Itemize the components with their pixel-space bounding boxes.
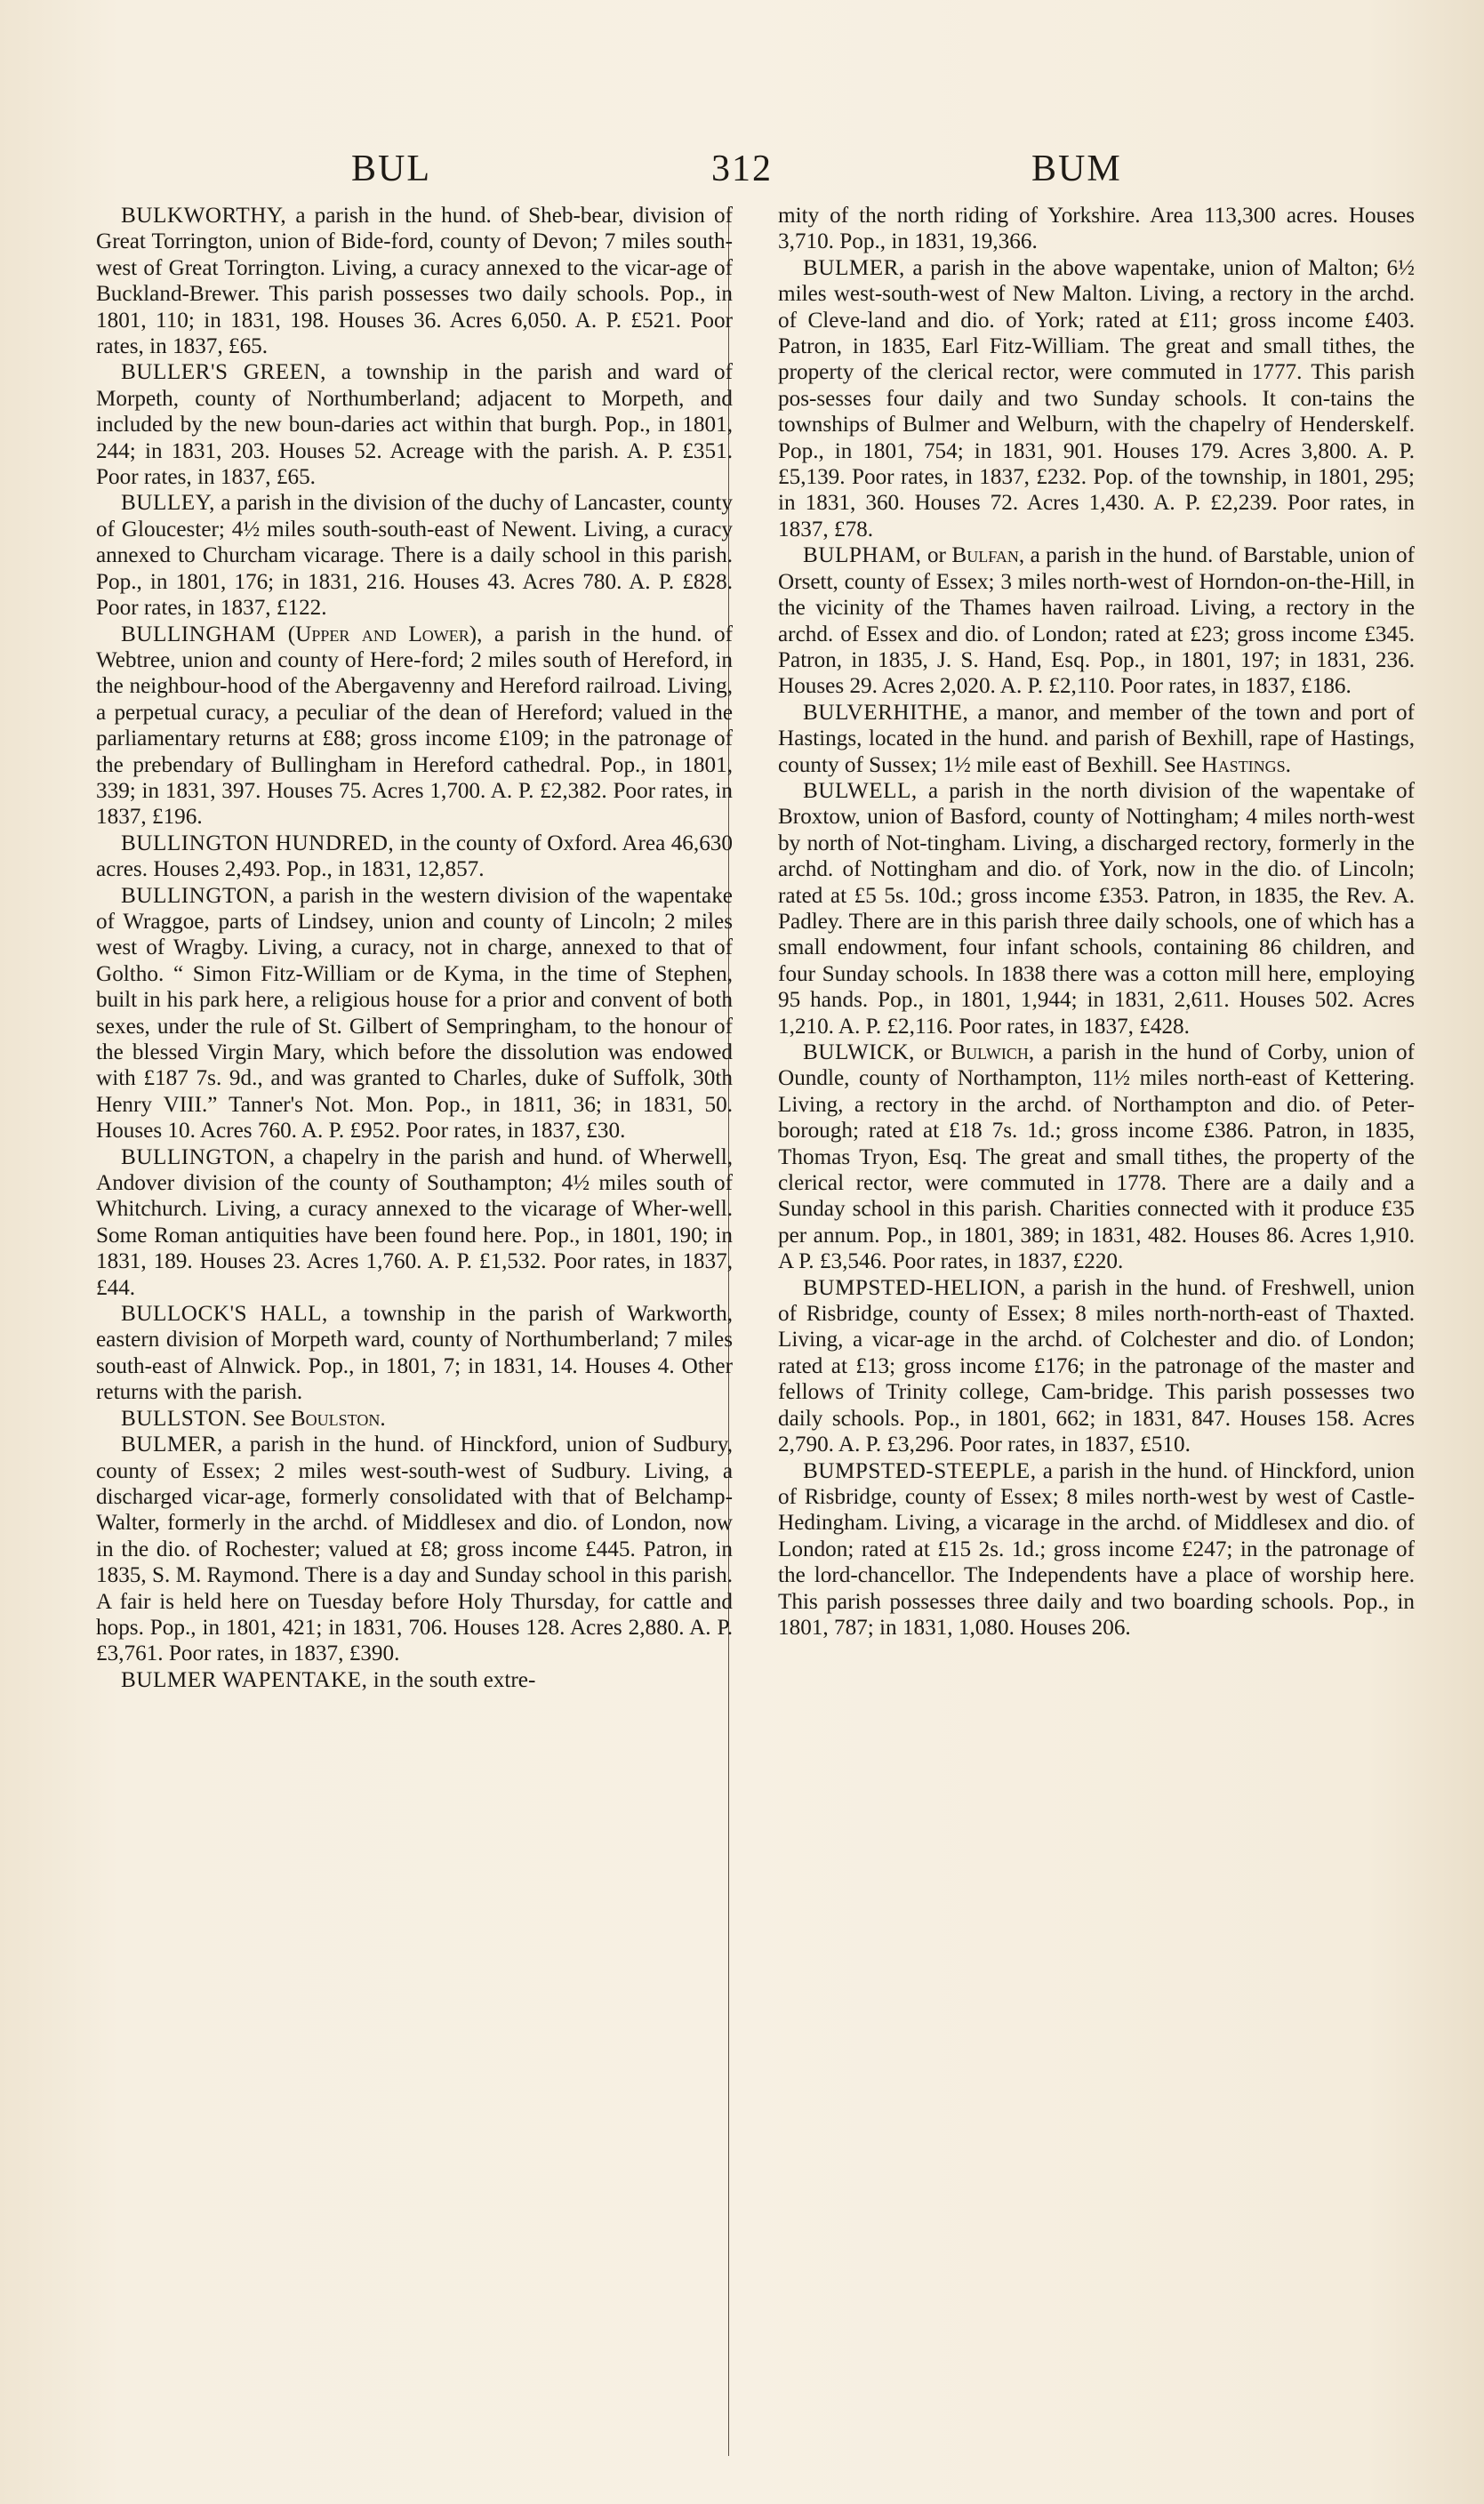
entry-headword: BULLOCK'S HALL, xyxy=(121,1302,328,1327)
gazetteer-entry xyxy=(778,1458,1415,1641)
gazetteer-entry xyxy=(778,1039,1415,1275)
entry-headword: BULMER WAPENTAKE, xyxy=(121,1667,368,1692)
entry-text: a chapelry in the parish and hund. of Wherwell, Andover division of the county of Southampton; 4½ miles south of Whitchurch. Living, a curacy annexed to the vicarage of Wher-well. Some Roman antiquities have been found here. Pop., in 1801, 190; in 1831, 189. Houses 23. Acres 1,760. A. P. £1,532. Poor rates, in 1837, £44. xyxy=(96,1144,733,1300)
entry-text: a parish in the hund of Corby, union of Oundle, county of Northampton, 11½ miles north-east of Kettering. Living, a rectory in the archd. of Northampton and dio. of Peter-borough; rated at £18 7s. 1d.; gross income £386. Patron, in 1835, Thomas Tryon, Esq. The great and small tithes, the property of the clerical rector, were commuted in 1778. There are a daily and a Sunday school in this parish. Charities connected with it produce £35 per annum. Pop., in 1801, 389; in 1831, 482. Houses 86. Acres 1,910. A P. £3,546. Poor rates, in 1837, £220. xyxy=(778,1040,1416,1274)
entry-headword: BULWICK, xyxy=(803,1040,915,1064)
entry-text: a manor, and member of the town and port of Hastings, located in the hund. and parish of Bexhill, rape of Hastings, county of Sussex; 1½ mile east of Bexhill. See xyxy=(778,700,1415,777)
page-number: 312 xyxy=(711,148,773,189)
entry-text: or xyxy=(921,543,952,568)
entry-text: in the south extre- xyxy=(367,1667,536,1692)
gazetteer-entry xyxy=(96,1406,733,1432)
entry-text: a parish in the above wapentake, union of Malton; 6½ miles west-south-west of New Malton. Living, a rectory in the archd. of Cleve-land and dio. of York; rated at £11; gross income £403. Patron, in 1835, Earl Fitz-William. The great and small tithes, the property of the clerical rector, were commuted in 1777. This parish pos-sesses four daily and two Sunday schools. It con-tains the townships of Bulmer and Welburn, with the chapelry of Henderskelf. Pop., in 1801, 754; in 1831, 901. Houses 179. Acres 3,800. A. P. £5,139. Poor rates, in 1837, £232. Pop. of the township, in 1801, 295; in 1831, 360. Houses 72. Acres 1,430. A. P. £2,239. Poor rates, in 1837, £78. xyxy=(778,255,1415,542)
entry-text: a parish in the hund. of Webtree, union and county of Here-ford; 2 miles south of Hereford, in the neighbour-hood of the Abergavenny and Hereford railroad. Living, a perpetual curacy, a peculiar of the dean of Hereford; valued in the parliamentary returns at £88; gross income £109; in the patronage of the prebendary of Bullingham in Hereford cathedral. Pop., in 1801, 339; in 1831, 397. Houses 75. Acres 1,700. A. P. £2,382. Poor rates, in 1837, £196. xyxy=(96,622,734,830)
left-column xyxy=(96,203,733,1693)
text-columns xyxy=(96,203,1416,2452)
entry-headword: BUMPSTED-STEEPLE, xyxy=(803,1458,1037,1483)
entry-text: a parish in the western division of the wapentake of Wraggoe, parts of Lindsey, union and county of Lincoln; 2 miles west of Wragby. Living, a curacy, not in charge, annexed to that of Goltho. “ Simon Fitz-William or de Kyma, in the time of Stephen, built in his park here, a religious house for a prior and convent of both sexes, under the rule of St. Gilbert of Sempringham, to the honour of the blessed Virgin Mary, which before the dissolution was endowed with £187 7s. 9d., and was granted to Charles, duke of Suffolk, 30th Henry VIII.” Tanner's Not. Mon. Pop., in 1811, 36; in 1831, 50. Houses 10. Acres 760. A. P. £952. Poor rates, in 1837, £30. xyxy=(96,883,733,1144)
entry-headword: BULLER'S GREEN, xyxy=(121,360,326,385)
entry-headword: BULWELL, xyxy=(803,778,918,803)
gazetteer-entry xyxy=(96,831,733,883)
gazetteer-entry xyxy=(778,255,1415,542)
gazetteer-entry xyxy=(96,203,733,359)
gazetteer-entry xyxy=(96,622,733,831)
header-left-catchword: BUL xyxy=(351,148,431,189)
header-right-catchword: BUM xyxy=(1031,148,1122,189)
entry-text: in the county of Oxford. Area 46,630 acres. Houses 2,493. Pop., in 1831, 12,857. xyxy=(96,831,733,882)
entry-text: or xyxy=(914,1040,951,1064)
entry-cross-reference: Bulwich, xyxy=(951,1040,1035,1064)
entry-text: a parish in the hund. of Hinckford, union of Risbridge, county of Essex; 8 miles north-west by west of Castle-Hedingham. Living, a vicarage in the archd. of Middlesex and dio. of London; rated at £15 2s. 1d.; gross income £247; in the patronage of the lord-chancellor. The Independents have a place of worship here. This parish possesses three daily and two boarding schools. Pop., in 1801, 787; in 1831, 1,080. Houses 206. xyxy=(778,1458,1415,1640)
entry-headword: BUMPSTED-HELION, xyxy=(803,1275,1026,1300)
entry-headword: BULLINGHAM xyxy=(121,622,277,646)
entry-qualifier: (Upper and Lower), xyxy=(287,622,483,646)
entry-cross-reference: Hastings. xyxy=(1201,752,1291,777)
entry-text: mity of the north riding of Yorkshire. Area 113,300 acres. Houses 3,710. Pop., in 1831, 19,366. xyxy=(778,204,1415,254)
entry-headword: BULLSTON. xyxy=(121,1406,247,1431)
entry-text: a parish in the hund. of Sheb-bear, division of Great Torrington, union of Bide-ford, county of Devon; 7 miles south-west of Great Torrington. Living, a curacy annexed to the vicar-age of Buckland-Brewer. This parish possesses two daily schools. Pop., in 1801, 110; in 1831, 198. Houses 36. Acres 6,050. A. P. £521. Poor rates, in 1837, £65. xyxy=(96,204,733,359)
entry-headword: BULMER, xyxy=(803,255,905,280)
gazetteer-entry xyxy=(96,1144,733,1301)
entry-text: a parish in the hund. of Freshwell, union of Risbridge, county of Essex; 8 miles north-north-east of Thaxted. Living, a vicar-age in the archd. of Colchester and dio. of London; rated at £13; gross income £176; in the patronage of the master and fellows of Trinity college, Cam-bridge. This parish possesses two daily schools. Pop., in 1801, 662; in 1831, 847. Houses 158. Acres 2,790. A. P. £3,296. Poor rates, in 1837, £510. xyxy=(778,1275,1415,1457)
gazetteer-entry xyxy=(96,1301,733,1406)
entry-text: a parish in the north division of the wapentake of Broxtow, union of Basford, county of Nottingham; 4 miles north-west by north of Not-tingham. Living, a discharged rectory, formerly in the archd. of Nottingham and dio. of York, now in the dio. of Lincoln; rated at £5 5s. 10d.; gross income £353. Patron, in 1835, the Rev. A. Padley. There are in this parish three daily schools, one of which has a small endowment, four infant schools, containing 86 children, and four Sunday schools. In 1838 there was a cotton mill here, employing 95 hands. Pop., in 1801, 1,944; in 1831, 2,611. Houses 502. Acres 1,210. A. P. £2,116. Poor rates, in 1837, £428. xyxy=(778,778,1415,1039)
gazetteer-entry xyxy=(96,1432,733,1667)
entry-headword: BULKWORTHY, xyxy=(121,204,287,228)
gazetteer-entry xyxy=(778,542,1415,699)
gazetteer-entry xyxy=(96,883,733,1144)
entry-text: a parish in the hund. of Barstable, union of Orsett, county of Essex; 3 miles north-west of Horndon-on-the-Hill, in the vicinity of the Thames haven railroad. Living, a rectory in the archd. of Essex and dio. of London; rated at £23; gross income £345. Patron, in 1835, J. S. Hand, Esq. Pop., in 1801, 197; in 1831, 236. Houses 29. Acres 2,020. A. P. £2,110. Poor rates, in 1837, £186. xyxy=(778,543,1415,699)
entry-headword: BULLEY, xyxy=(121,491,215,516)
entry-headword: BULMER, xyxy=(121,1433,223,1457)
entry-text: a parish in the division of the duchy of Lancaster, county of Gloucester; 4½ miles south-south-east of Newent. Living, a curacy annexed to Churcham vicarage. There is a daily school in this parish. Pop., in 1801, 176; in 1831, 216. Houses 43. Acres 780. A. P. £828. Poor rates, in 1837, £122. xyxy=(96,491,733,621)
gazetteer-entry xyxy=(96,1667,733,1693)
entry-text: See xyxy=(246,1406,291,1431)
entry-text: a parish in the hund. of Hinckford, union of Sudbury, county of Essex; 2 miles west-south-west of Sudbury. Living, a discharged vicar-age, formerly consolidated with that of Belchamp-Walter, formerly in the archd. of Middlesex and dio. of London, now in the dio. of Rochester; valued at £8; gross income £445. Patron, in 1835, S. M. Raymond. There is a day and Sunday school in this parish. A fair is held here on Tuesday before Holy Thursday, for cattle and hops. Pop., in 1801, 421; in 1831, 706. Houses 128. Acres 2,880. A. P. £3,761. Poor rates, in 1837, £390. xyxy=(96,1433,733,1666)
gazetteer-entry xyxy=(96,359,733,490)
right-column xyxy=(778,203,1415,1641)
gazetteer-entry xyxy=(96,490,733,621)
gazetteer-entry xyxy=(778,700,1415,778)
entry-headword: BULLINGTON, xyxy=(121,883,276,908)
entry-headword: BULVERHITHE, xyxy=(803,700,969,725)
entry-cross-reference: Boulston. xyxy=(290,1406,386,1431)
gazetteer-entry xyxy=(778,203,1415,255)
gazetteer-entry xyxy=(778,778,1415,1039)
entry-headword: BULLINGTON, xyxy=(121,1144,276,1169)
entry-text: a township in the parish of Warkworth, eastern division of Morpeth ward, county of Northumberland; 7 miles south-east of Alnwick. Pop., in 1801, 7; in 1831, 14. Houses 4. Other returns with the parish. xyxy=(96,1302,733,1405)
gazetteer-entry xyxy=(778,1275,1415,1458)
entry-headword: BULPHAM, xyxy=(803,543,922,568)
entry-text: a township in the parish and ward of Morpeth, county of Northumberland; adjacent to Morpeth, and included by the new boun-daries act within that burgh. Pop., in 1801, 244; in 1831, 203. Houses 52. Acreage with the parish. A. P. £351. Poor rates, in 1837, £65. xyxy=(96,360,733,490)
entry-cross-reference: Bulfan, xyxy=(951,543,1025,568)
entry-headword: BULLINGTON HUNDRED, xyxy=(121,831,395,855)
running-head xyxy=(0,142,1484,196)
